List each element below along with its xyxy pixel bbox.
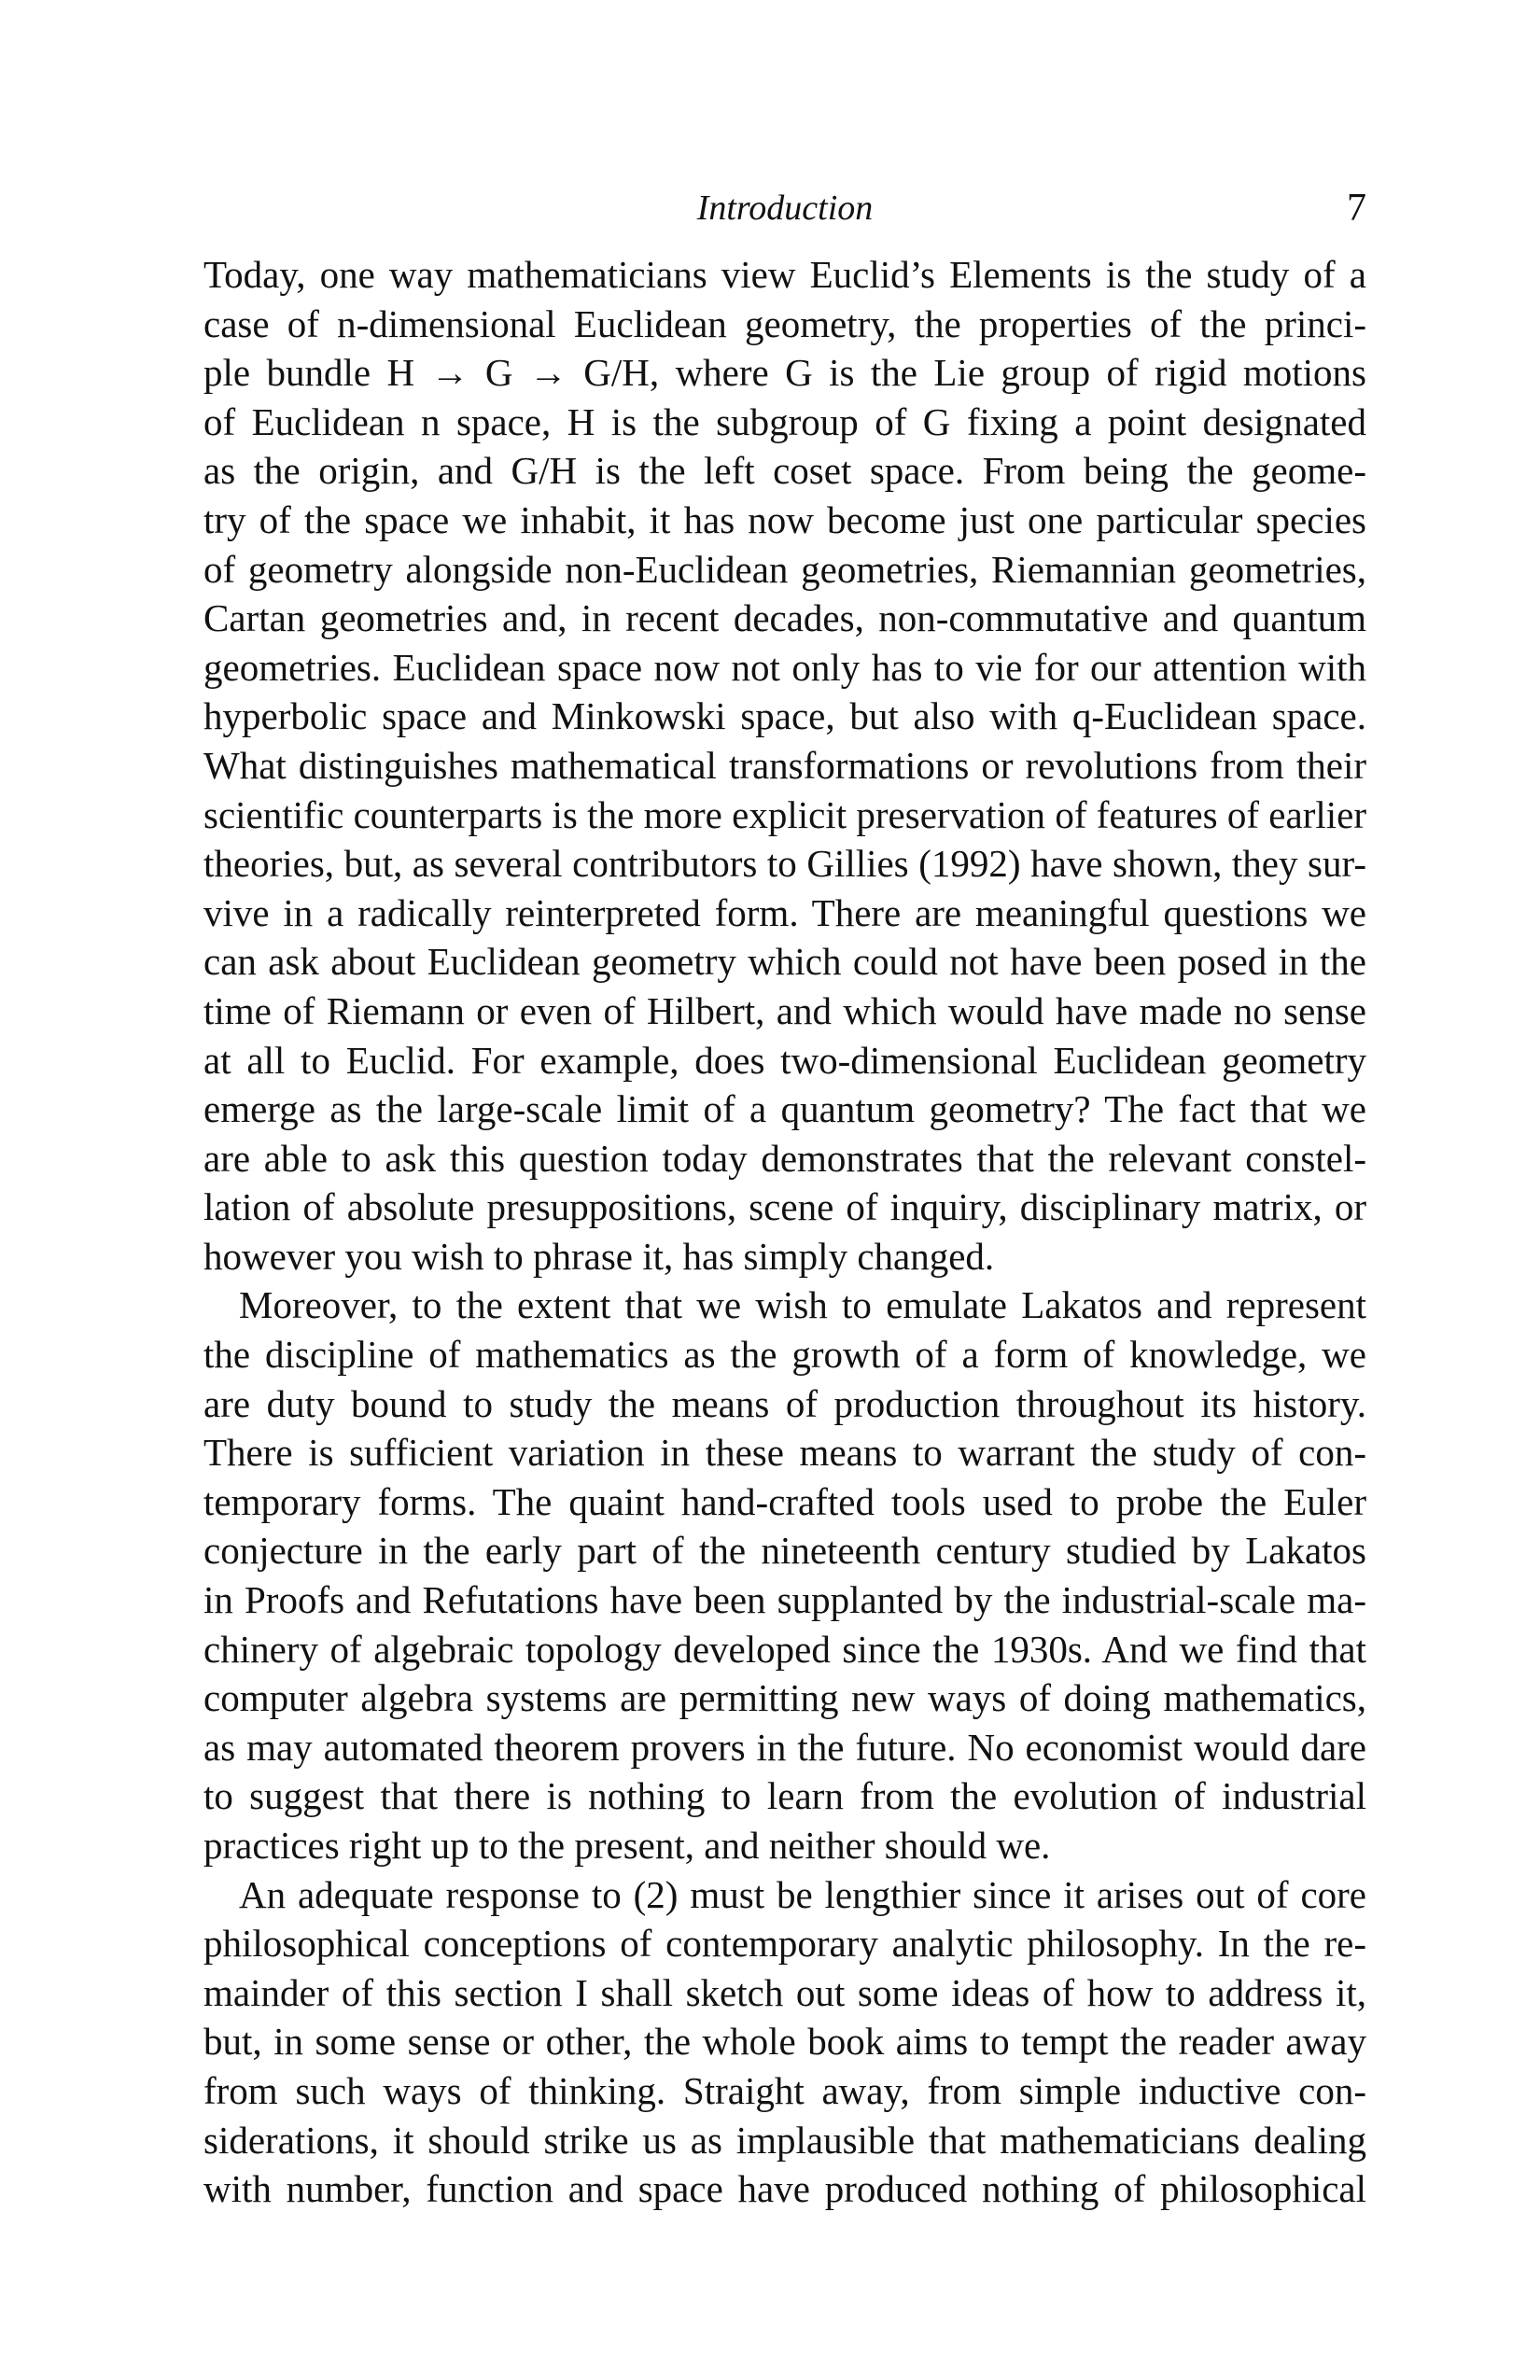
text-line: Today, one way mathematicians view Euclid’s Elements is the study of a: [203, 253, 1366, 296]
text-line: as may automated theorem provers in the future. No economist would dare: [203, 1725, 1366, 1769]
text-line: at all to Euclid. For example, does two-dimensional Euclidean geometry: [203, 1038, 1366, 1082]
running-head: [203, 180, 1366, 236]
text-line: scientific counterparts is the more explicit preservation of features of earlier: [203, 792, 1366, 836]
text-line: What distinguishes mathematical transformations or revolutions from their: [203, 743, 1366, 787]
text-line: temporary forms. The quaint hand-crafted tools used to probe the Euler: [203, 1479, 1366, 1523]
page-number: 7: [1347, 187, 1366, 230]
text-line: chinery of algebraic topology developed since the 1930s. And we find that: [203, 1627, 1366, 1671]
paragraph-end-line: practices right up to the present, and neither should we.: [203, 1824, 1051, 1867]
text-line: theories, but, as several contributors to Gillies (1992) have shown, they sur-: [203, 842, 1366, 886]
paragraph-end-line: however you wish to phrase it, has simply changed.: [203, 1234, 995, 1278]
text-line: from such ways of thinking. Straight away, from simple inductive con-: [203, 2068, 1366, 2112]
text-line: are able to ask this question today demonstrates that the relevant constel-: [203, 1136, 1366, 1180]
text-line: Cartan geometries and, in recent decades, non-commutative and quantum: [203, 596, 1366, 640]
text-line: vive in a radically reinterpreted form. There are meaningful questions we: [203, 890, 1366, 934]
text-line: geometries. Euclidean space now not only has to vie for our attention with: [203, 645, 1366, 689]
text-line: philosophical conceptions of contemporary analytic philosophy. In the re-: [203, 1922, 1366, 1966]
text-line: time of Riemann or even of Hilbert, and which would have made no sense: [203, 988, 1366, 1032]
text-line: siderations, it should strike us as implausible that mathematicians dealing: [203, 2118, 1366, 2162]
running-title: Introduction: [696, 189, 874, 228]
text-line: as the origin, and G/H is the left coset space. From being the geome-: [203, 449, 1366, 493]
text-line: ple bundle H → G → G/H, where G is the Lie group of rigid motions: [203, 351, 1366, 395]
text-line: try of the space we inhabit, it has now become just one particular species: [203, 497, 1366, 541]
paragraph-start-line: Moreover, to the extent that we wish to emulate Lakatos and represent: [239, 1283, 1366, 1327]
text-line: but, in some sense or other, the whole book aims to tempt the reader away: [203, 2020, 1366, 2064]
text-line: mainder of this section I shall sketch out some ideas of how to address it,: [203, 1970, 1366, 2014]
text-line: to suggest that there is nothing to learn from the evolution of industrial: [203, 1774, 1366, 1818]
text-line: are duty bound to study the means of production throughout its history.: [203, 1381, 1366, 1425]
text-line: lation of absolute presuppositions, scene of inquiry, disciplinary matrix, or: [203, 1185, 1366, 1229]
text-line: of Euclidean n space, H is the subgroup of G fixing a point designated: [203, 399, 1366, 443]
text-line: conjecture in the early part of the nineteenth century studied by Lakatos: [203, 1529, 1366, 1573]
text-line: computer algebra systems are permitting new ways of doing mathematics,: [203, 1676, 1366, 1720]
text-line: case of n-dimensional Euclidean geometry, the properties of the princi-: [203, 301, 1366, 345]
text-line: in Proofs and Refutations have been supplanted by the industrial-scale ma-: [203, 1578, 1366, 1622]
text-line: emerge as the large-scale limit of a quantum geometry? The fact that we: [203, 1087, 1366, 1131]
text-line: the discipline of mathematics as the growth of a form of knowledge, we: [203, 1333, 1366, 1377]
text-line: There is sufficient variation in these means to warrant the study of con-: [203, 1431, 1366, 1475]
body-text: [203, 250, 1366, 2214]
text-line: with number, function and space have produced nothing of philosophical: [203, 2167, 1366, 2211]
text-line: hyperbolic space and Minkowski space, but also with q-Euclidean space.: [203, 694, 1366, 738]
text-line: can ask about Euclidean geometry which could not have been posed in the: [203, 940, 1366, 984]
text-line: of geometry alongside non-Euclidean geometries, Riemannian geometries,: [203, 547, 1366, 591]
paragraph-start-line: An adequate response to (2) must be lengthier since it arises out of core: [239, 1872, 1366, 1916]
